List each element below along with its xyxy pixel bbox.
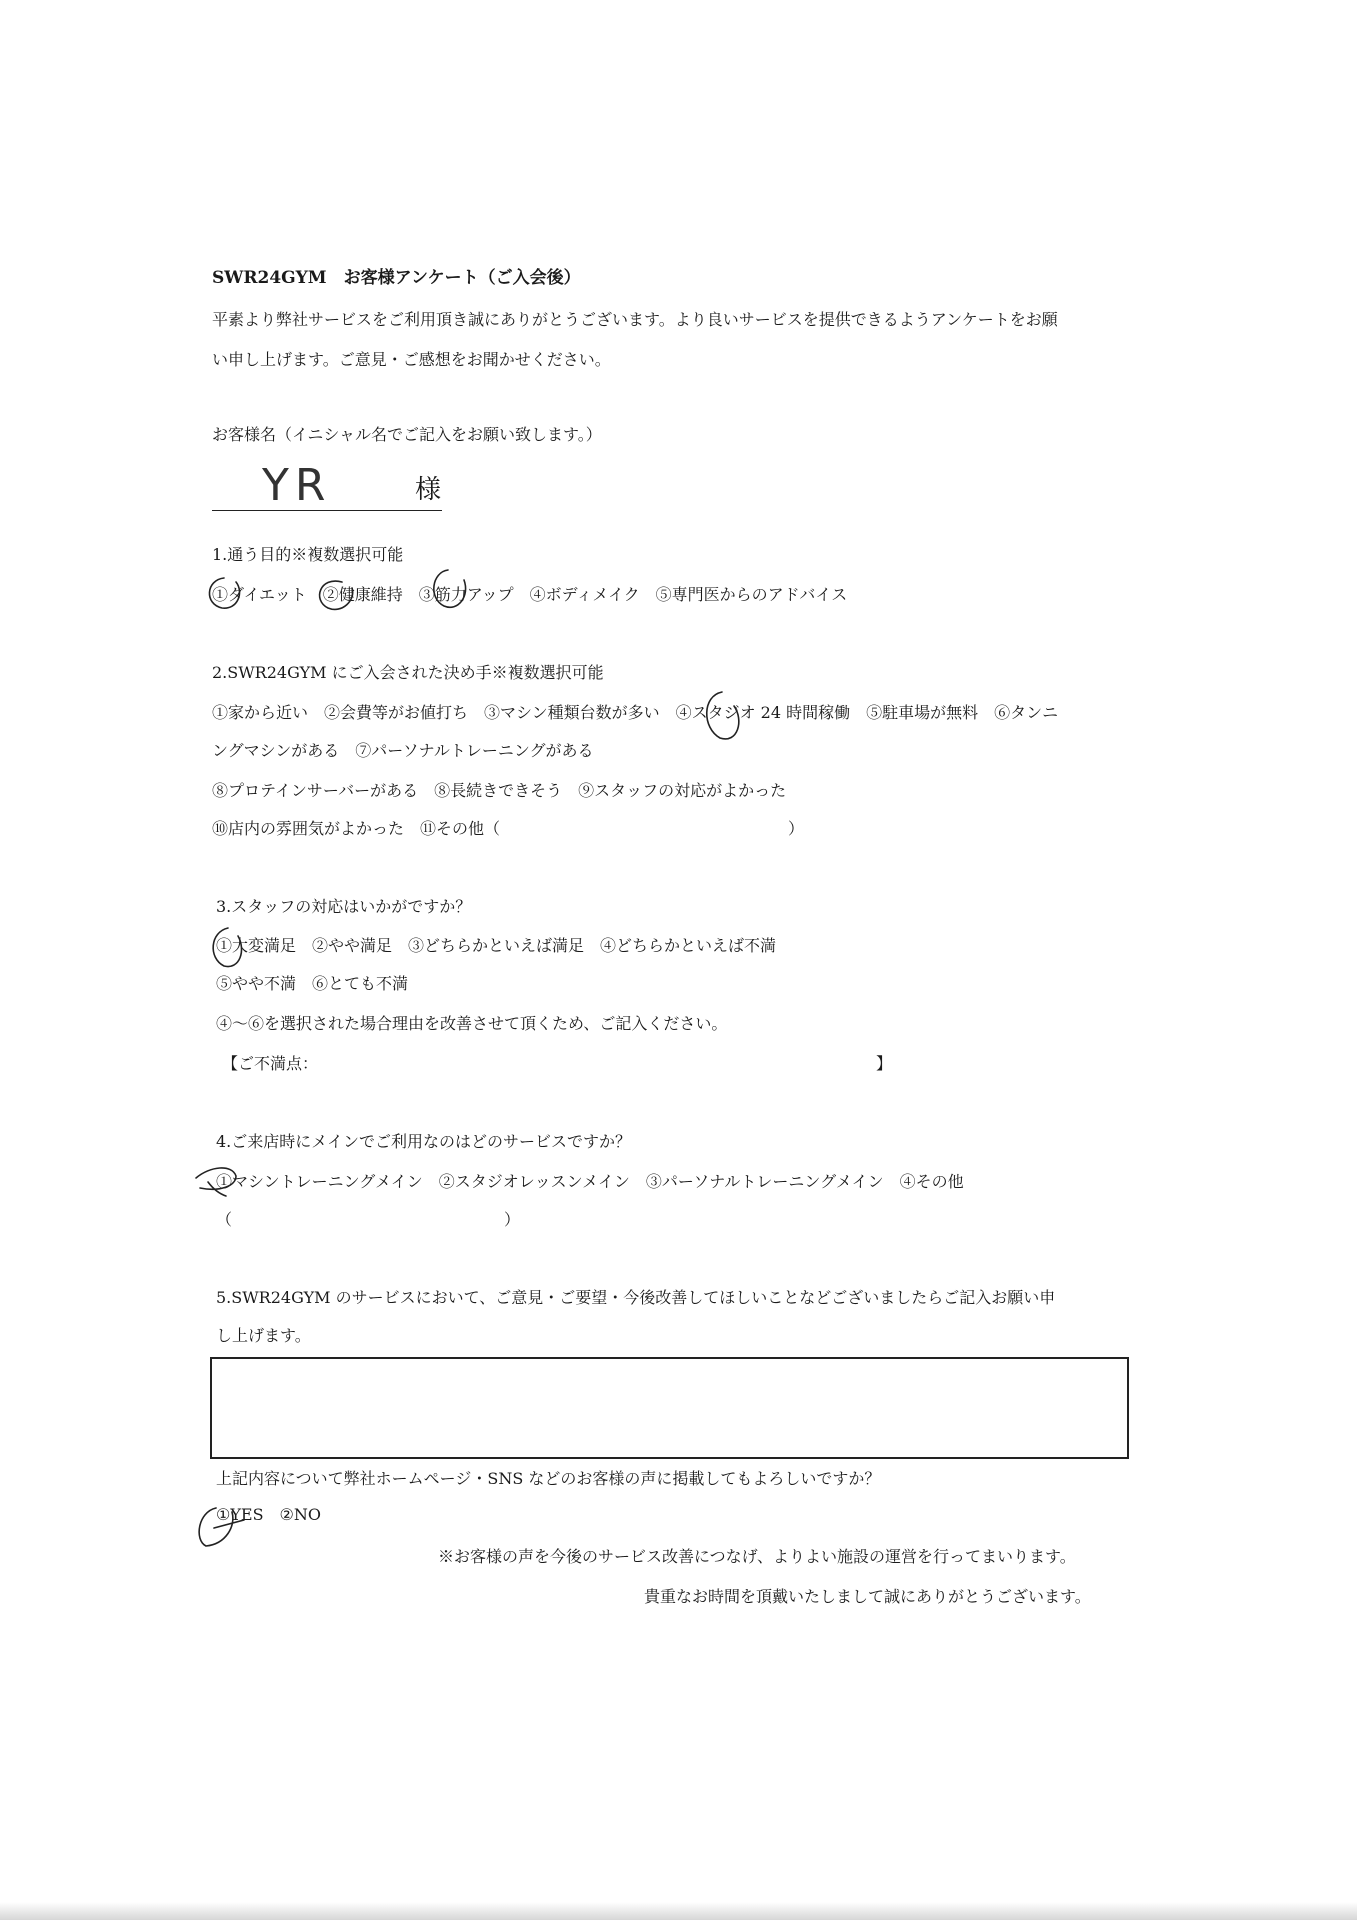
scan-bottom-edge [0,1902,1357,1920]
q2-options-line-3: ⑧プロテインサーバーがある ⑧長続きできそう ⑨スタッフの対応がよかった [212,781,787,800]
q2-options-line-2: ングマシンがある ⑦パーソナルトレーニングがある [212,741,594,760]
customer-initials-handwritten: YR [262,460,332,511]
q5-question-line-2: し上げます。 [216,1326,311,1345]
q2-options-line-4: ⑩店内の雰囲気がよかった ⑪その他（ ） [212,819,805,838]
q2-question: 2.SWR24GYM にご入会された決め手※複数選択可能 [212,663,604,682]
q3-options-line-1: ①大変満足 ②やや満足 ③どちらかといえば満足 ④どちらかといえば不満 [216,936,777,955]
q1-question: 1.通う目的※複数選択可能 [212,545,404,564]
q3-dissatisfaction-open: 【ご不満点： [222,1054,319,1073]
intro-line-2: い申し上げます。ご意見・ご感想をお聞かせください。 [212,350,611,369]
q1-options: ①ダイエット ②健康維持 ③筋力アップ ④ボディメイク ⑤専門医からのアドバイス [212,585,848,604]
survey-title: SWR24GYM お客様アンケート（ご入会後） [212,268,581,288]
q4-other-blank: （ ） [216,1210,521,1229]
closing-line-2: 貴重なお時間を頂戴いたしまして誠にありがとうございます。 [644,1587,1091,1606]
consent-options: ①YES ②NO [216,1505,322,1524]
intro-line-1: 平素より弊社サービスをご利用頂き誠にありがとうございます。より良いサービスを提供できるようアンケートをお願 [212,310,1058,329]
closing-line-1: ※お客様の声を今後のサービス改善につなげ、よりよい施設の運営を行ってまいります。 [438,1547,1076,1566]
q3-instruction: ④～⑥を選択された場合理由を改善させて頂くため、ご記入ください。 [216,1014,728,1033]
q2-options-line-1: ①家から近い ②会費等がお値打ち ③マシン種類台数が多い ④スタジオ 24 時間稼働 ⑤駐車場が無料 ⑥タンニ [212,703,1059,722]
q3-options-line-2: ⑤やや不満 ⑥とても不満 [216,974,409,993]
q3-dissatisfaction-close: 】 [876,1054,893,1073]
q5-question-line-1: 5.SWR24GYM のサービスにおいて、ご意見・ご要望・今後改善してほしいことなどございましたらご記入お願い申 [216,1288,1056,1307]
honorific-sama: 様 [415,475,442,505]
customer-name-underline [212,510,442,511]
customer-name-label: お客様名（イニシャル名でご記入をお願い致します。） [212,425,602,444]
q4-question: 4.ご来店時にメインでご利用なのはどのサービスですか？ [216,1132,631,1151]
q3-question: 3.スタッフの対応はいかがですか？ [216,897,472,916]
q5-comment-box[interactable] [210,1357,1129,1459]
q4-options: ①マシントレーニングメイン ②スタジオレッスンメイン ③パーソナルトレーニングメイン ④その他 [216,1172,964,1191]
consent-question: 上記内容について弊社ホームページ・SNS などのお客様の声に掲載してもよろしいですか？ [216,1469,881,1488]
